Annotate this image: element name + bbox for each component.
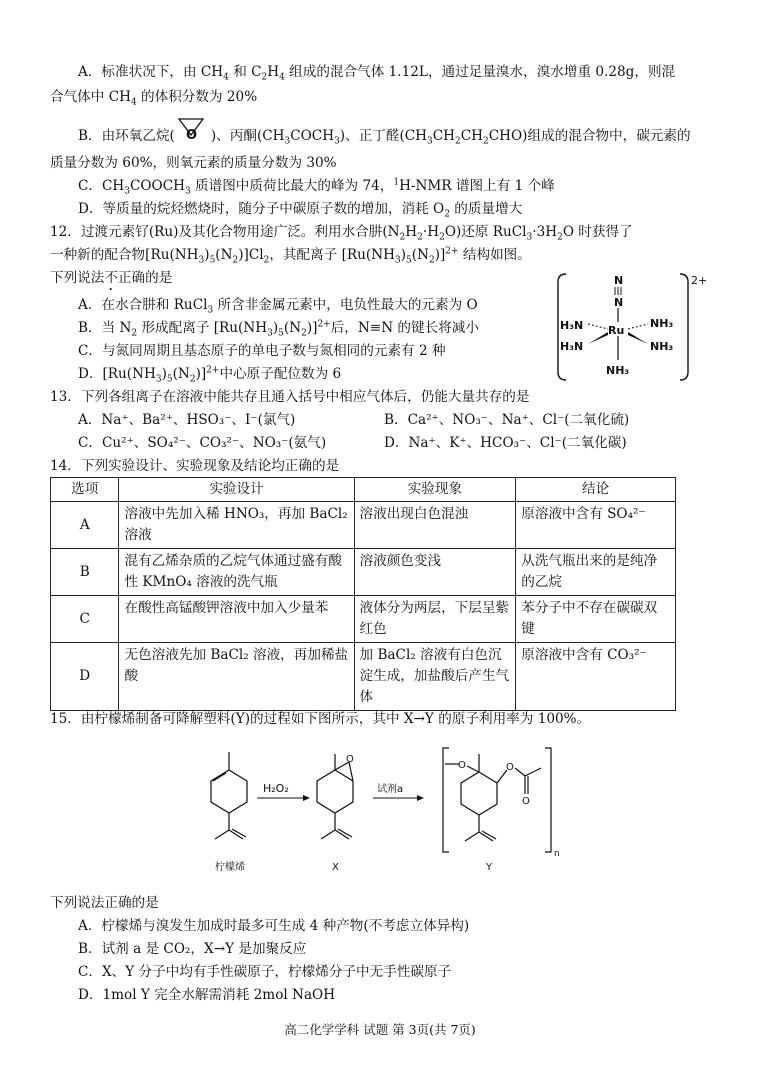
table-row bbox=[51, 502, 676, 549]
limonene-structure bbox=[211, 752, 247, 839]
polymer-n: n bbox=[554, 849, 560, 859]
q15-option-d: D．1mol Y 完全水解需消耗 2mol NaOH bbox=[78, 987, 336, 1003]
x-oxygen: O bbox=[346, 754, 354, 765]
q12-option-c: C．与氮同周期且基态原子的单电子数与氮相同的元素有 2 种 bbox=[78, 343, 446, 359]
arrow1-reagent: H₂O₂ bbox=[263, 782, 289, 795]
q13-option-d: D．Na⁺、K⁺、HCO₃⁻、Cl⁻(二氧化碳) bbox=[384, 435, 627, 451]
q15-option-c: C．X、Y 分子中均有手性碳原子，柠檬烯分子中无手性碳原子 bbox=[78, 964, 452, 980]
page-footer: 高二化学学科 试题 第 3页(共 7页) bbox=[284, 1022, 476, 1037]
arrow2-reagent: 试剂a bbox=[377, 784, 404, 795]
table-header-row bbox=[51, 478, 676, 502]
q11-option-a-line2: 合气体中 $CH_4$ 的体积分数为 20% bbox=[50, 89, 258, 108]
header-phenomenon: 实验现象 bbox=[354, 478, 516, 502]
q12-stem-line1: 12．过渡元素钌(Ru)及其化合物用途广泛。利用水合肼$(N_2H_2\cdot H_2O)$还原 $RuCl_3\cdot 3H_2O$ 时获得了 bbox=[50, 224, 633, 243]
header-design: 实验设计 bbox=[119, 478, 354, 502]
struct-nh3-right1: NH₃ bbox=[650, 317, 674, 330]
x-structure bbox=[317, 754, 353, 839]
y-oxygen3: O bbox=[522, 796, 530, 807]
struct-nh3-bottom: NH₃ bbox=[606, 364, 630, 377]
row-conclusion: 苯分子中不存在碳碳双键 bbox=[516, 596, 676, 643]
row-phenomenon: 加 BaCl₂ 溶液有白色沉淀生成，加盐酸后产生气体 bbox=[354, 643, 516, 711]
row-option: A bbox=[51, 502, 119, 549]
q12-option-a: A．在水合肼和 RuCl$_3$ 所含非金属元素中，电负性最大的元素为 O bbox=[78, 297, 478, 316]
q15-stem: 15．由柠檬烯制备可降解塑料(Y)的过程如下图所示，其中 X→Y 的原子利用率为 100%。 bbox=[50, 711, 591, 727]
q15-question-stem: 下列说法正确的是 bbox=[50, 895, 159, 911]
q14-stem: 14．下列实验设计、实验现象及结论均正确的是 bbox=[50, 458, 340, 474]
table-row bbox=[51, 643, 676, 711]
header-option: 选项 bbox=[51, 478, 119, 502]
row-phenomenon: 溶液颜色变浅 bbox=[354, 549, 516, 596]
row-option: D bbox=[51, 643, 119, 711]
label-limonene: 柠檬烯 bbox=[215, 862, 245, 873]
struct-h3n-left1: H₃N bbox=[560, 319, 584, 332]
q12-option-b: B．当 $N_2$ 形成配离子 $[Ru(NH_3)_5(N_2)]^{2+}$后，N≡N 的键长将减小 bbox=[78, 319, 479, 339]
q11-option-b-line1: B．由环氧乙烷( O )、丙酮$(CH_3COCH_3)$、正丁醛$(CH_3CH_2CH_2CHO)$组成的混合物中，碳元素的 bbox=[78, 126, 691, 147]
complex-ion-structure bbox=[548, 268, 708, 386]
struct-h3n-left2: H₃N bbox=[560, 340, 584, 353]
table-row bbox=[51, 549, 676, 596]
row-conclusion: 原溶液中含有 SO₄²⁻ bbox=[516, 502, 676, 549]
q12-stem-line2: 一种新的配合物$[Ru(NH_3)_5(N_2)]Cl_2$，其配离子 $[Ru(NH_3)_5(N_2)]^{2+}$ 结构如图。 bbox=[50, 246, 531, 266]
row-option: C bbox=[51, 596, 119, 643]
q11-option-c: C．$CH_3COOCH_3$ 质谱图中质荷比最大的峰为 74，$^1$H-NMR 谱图上有 1 个峰 bbox=[78, 177, 555, 197]
q13-stem: 13．下列各组离子在溶液中能共存且通入括号中相应气体后，仍能大量共存的是 bbox=[50, 389, 530, 405]
row-phenomenon: 溶液出现白色混浊 bbox=[354, 502, 516, 549]
q12-option-d: D．$[Ru(NH_3)_5(N_2)]^{2+}$中心原子配位数为 6 bbox=[78, 365, 342, 385]
row-design: 无色溶液先加 BaCl₂ 溶液，再加稀盐酸 bbox=[119, 643, 354, 711]
y-oxygen2: O bbox=[506, 762, 514, 773]
ion-charge-label: 2+ bbox=[691, 274, 708, 287]
table-row bbox=[51, 596, 676, 643]
epoxyethane-structure bbox=[175, 127, 211, 147]
row-conclusion: 原溶液中含有 CO₃²⁻ bbox=[516, 643, 676, 711]
q12-question-stem: 下列说法不正确的是 bbox=[50, 270, 173, 286]
q15-option-b: B．试剂 a 是 CO₂，X→Y 是加聚反应 bbox=[78, 941, 307, 957]
q13-option-b: B．Ca²⁺、NO₃⁻、Na⁺、Cl⁻(二氧化硫) bbox=[384, 412, 630, 428]
label-y: Y bbox=[486, 862, 493, 873]
y-oxygen1: O bbox=[458, 760, 466, 771]
q13-option-c: C．Cu²⁺、SO₄²⁻、CO₃²⁻、NO₃⁻(氨气) bbox=[78, 435, 327, 451]
q11-option-a-line1: A．标准状况下，由 $CH_4$ 和 $C_2H_4$ 组成的混合气体 1.12L，通过足量溴水，溴水增重 0.28g，则混 bbox=[78, 64, 676, 83]
q11-option-b-line2: 质量分数为 60%，则氧元素的质量分数为 30% bbox=[50, 155, 337, 171]
reaction-scheme bbox=[195, 740, 575, 880]
row-option: B bbox=[51, 549, 119, 596]
row-design: 混有乙烯杂质的乙烷气体通过盛有酸性 KMnO₄ 溶液的洗气瓶 bbox=[119, 549, 354, 596]
struct-nh3-right2: NH₃ bbox=[650, 340, 674, 353]
svg-text:O: O bbox=[185, 127, 197, 143]
row-phenomenon: 液体分为两层，下层呈紫红色 bbox=[354, 596, 516, 643]
struct-n1: N bbox=[614, 274, 624, 287]
row-design: 溶液中先加入稀 HNO₃，再加 BaCl₂ 溶液 bbox=[119, 502, 354, 549]
q11-option-d: D．等质量的烷烃燃烧时，随分子中碳原子数的增加，消耗 $O_2$ 的质量增大 bbox=[78, 201, 523, 220]
q15-option-a: A．柠檬烯与溴发生加成时最多可生成 4 种产物(不考虑立体异构) bbox=[78, 918, 470, 934]
experiment-table bbox=[50, 477, 676, 711]
header-conclusion: 结论 bbox=[516, 478, 676, 502]
row-conclusion: 从洗气瓶出来的是纯净的乙烷 bbox=[516, 549, 676, 596]
label-x: X bbox=[332, 862, 339, 873]
q13-option-a: A．Na⁺、Ba²⁺、HSO₃⁻、I⁻(氯气) bbox=[78, 412, 296, 428]
struct-ru: Ru bbox=[608, 324, 625, 337]
row-design: 在酸性高锰酸钾溶液中加入少量苯 bbox=[119, 596, 354, 643]
struct-n2: N bbox=[614, 296, 624, 309]
